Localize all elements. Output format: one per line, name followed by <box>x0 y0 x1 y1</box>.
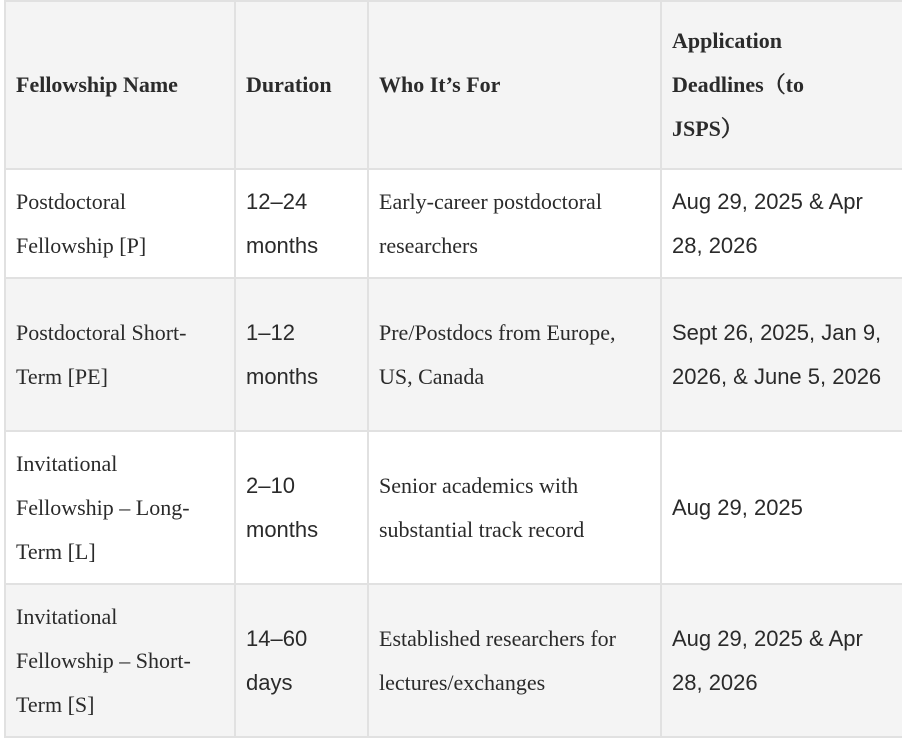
table-row <box>5 278 902 431</box>
cell-duration: 1–12 months <box>235 278 368 431</box>
fellowship-table <box>4 0 902 738</box>
cell-deadlines: Aug 29, 2025 & Apr 28, 2026 <box>661 584 902 737</box>
cell-fellowship-name: Invitational Fellowship – Short-Term [S] <box>5 584 235 737</box>
cell-who-its-for: Pre/Postdocs from Europe, US, Canada <box>368 278 661 431</box>
table-body <box>5 169 902 737</box>
cell-deadlines: Aug 29, 2025 & Apr 28, 2026 <box>661 169 902 278</box>
fellowship-table-container <box>4 0 902 738</box>
header-fellowship-name: Fellowship Name <box>5 1 235 169</box>
header-row <box>5 1 902 169</box>
cell-fellowship-name: Invitational Fellowship – Long-Term [L] <box>5 431 235 584</box>
cell-duration: 2–10 months <box>235 431 368 584</box>
header-duration: Duration <box>235 1 368 169</box>
cell-deadlines: Sept 26, 2025, Jan 9, 2026, & June 5, 2026 <box>661 278 902 431</box>
header-application-deadlines: Application Deadlines（to JSPS） <box>661 1 902 169</box>
cell-deadlines: Aug 29, 2025 <box>661 431 902 584</box>
cell-fellowship-name: Postdoctoral Fellowship [P] <box>5 169 235 278</box>
table-header <box>5 1 902 169</box>
table-row <box>5 169 902 278</box>
cell-duration: 14–60 days <box>235 584 368 737</box>
table-row <box>5 584 902 737</box>
header-who-its-for: Who It’s For <box>368 1 661 169</box>
cell-fellowship-name: Postdoctoral Short-Term [PE] <box>5 278 235 431</box>
cell-who-its-for: Established researchers for lectures/exchanges <box>368 584 661 737</box>
cell-duration: 12–24 months <box>235 169 368 278</box>
table-row <box>5 431 902 584</box>
cell-who-its-for: Early-career postdoctoral researchers <box>368 169 661 278</box>
cell-who-its-for: Senior academics with substantial track record <box>368 431 661 584</box>
